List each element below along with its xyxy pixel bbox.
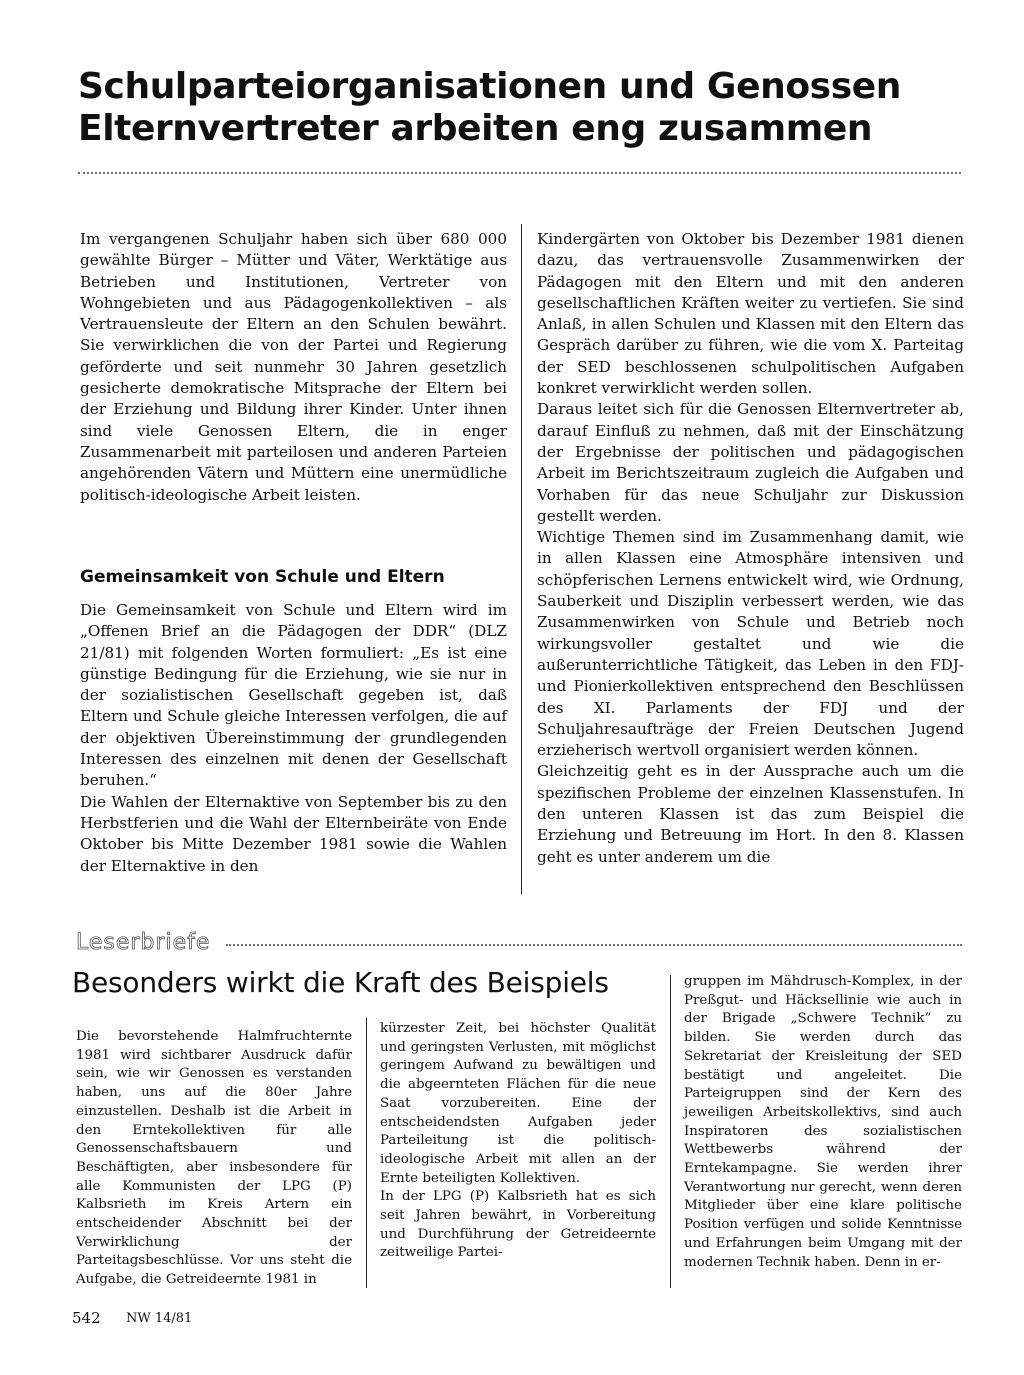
letter-paragraph-2: kürzester Zeit, bei höchster Qualität und geringsten Verlusten, mit möglichst geringem Aufwand zu bewältigen und die abgeernteten Flächen für die neue Saat vorzubereiten. Eine der entscheidendsten Aufgaben jeder Parteileitung ist die politisch-ideologische Arbeit mit allen an der Ernte beteiligten Kollektiven.: [380, 1021, 656, 1186]
letter-column-divider-1: [366, 1018, 367, 1288]
letter-column-2: [380, 1020, 656, 1263]
letter-column-1: [76, 1028, 352, 1290]
column-divider: [521, 224, 522, 894]
article-column-left-continued: [80, 600, 507, 877]
section-kicker: Leserbriefe: [76, 930, 211, 955]
headline-line-2: Elternvertreter arbeiten eng zusammen: [78, 108, 873, 149]
paragraph-intro: Im vergangenen Schuljahr haben sich über 680 000 gewählte Bürger – Mütter und Väter, Werktätige aus Betrieben und Institutionen, Vertreter von Wohngebieten und aus Pädagogenkollektiven – als Vertrauensleute der Eltern an den Schulen bewährt. Sie verwirklichen die von der Partei und Regierung geförderte und seit nunmehr 30 Jahren gesetzlich gesicherte demokratische Mitsprache der Eltern bei der Erziehung und Bildung ihrer Kinder. Unter ihnen sind viele Genossen Eltern, die in enger Zusammenarbeit mit parteilosen und anderen Parteien angehörenden Vätern und Müttern eine unermüdliche politisch-ideologische Arbeit leisten.: [80, 230, 507, 504]
page-number: 542: [72, 1309, 101, 1327]
paragraph-kindergarten: Kindergärten von Oktober bis Dezember 1981 dienen dazu, das vertrauensvolle Zusammenwirken der Pädagogen mit den Eltern und mit den anderen gesellschaftlichen Kräften weiter zu vertiefen. Sie sind Anlaß, in allen Schulen und Klassen mit den Eltern das Gespräch darüber zu führen, wie die vom X. Parteitag der SED beschlossenen schulpolitischen Aufgaben konkret verwirklicht werden sollen.: [537, 230, 964, 398]
letter-headline: Besonders wirkt die Kraft des Beispiels: [72, 966, 609, 999]
issue-reference: NW 14/81: [126, 1311, 193, 1326]
headline-divider: [78, 172, 961, 174]
article-column-right: [537, 229, 964, 868]
letter-paragraph-4: gruppen im Mähdrusch-Komplex, in der Preßgut- und Häcksellinie wie auch in der Brigade „Schwere Technik“ zu bilden. Sie werden durch das Sekretariat der Kreisleitung der SED bestätigt und angeleitet. Die Parteigruppen sind der Kern des jeweiligen Arbeitskollektivs, sind auch Inspiratoren des sozialistischen Wettbewerbs während der Erntekampagne. Sie werden ihrer Verantwortung nur gerecht, wenn deren Mitglieder über eine klare politische Position verfügen und solide Kenntnisse und Erfahrungen beim Umgang mit der modernen Technik haben. Denn in er-: [684, 974, 962, 1270]
paragraph-influence: Daraus leitet sich für die Genossen Elternvertreter ab, darauf Einfluß zu nehmen, daß mit der Einschätzung der Ergebnisse der politischen und pädagogischen Arbeit im Berichtszeitraum zugleich die Aufgaben und Vorhaben für das neue Schuljahr zur Diskussion gestellt werden.: [537, 400, 964, 525]
paragraph-topics: Wichtige Themen sind im Zusammenhang damit, wie in allen Klassen eine Atmosphäre intensiven und schöpferischen Lernens entwickelt wird, wie Ordnung, Sauberkeit und Disziplin verbessert werden, wie das Zusammenwirken von Schule und Betrieb noch wirkungsvoller gestaltet und wie die außerunterrichtliche Tätigkeit, das Leben in den FDJ- und Pionierkollektiven entsprechend den Beschlüssen des XI. Parlaments der FDJ und der Schuljahresaufträge der Freien Deutschen Jugend erzieherisch wertvoll organisiert werden können.: [537, 528, 964, 760]
section-subheading: Gemeinsamkeit von Schule und Eltern: [80, 567, 445, 587]
article-headline: [78, 66, 978, 150]
article-column-left: [80, 229, 507, 506]
letter-paragraph-3: In der LPG (P) Kalbsrieth hat es sich seit Jahren bewährt, in Vorbereitung und Durchführung der Getreideernte zeitweilige Partei-: [380, 1189, 656, 1261]
letter-column-divider-2: [670, 975, 671, 1288]
paragraph-elections: Die Wahlen der Elternaktive von September bis zu den Herbstferien und die Wahl der Elternbeiräte von Ende Oktober bis Mitte Dezember 1981 sowie die Wahlen der Elternaktive in den: [80, 792, 507, 875]
letter-paragraph-1: Die bevorstehende Halmfruchternte 1981 wird sichtbarer Ausdruck dafür sein, wie wir Genossen es verstanden haben, uns auf die 80er Jahre einzustellen. Deshalb ist die Arbeit in den Erntekollektiven für alle Genossenschaftsbauern und Beschäftigten, aber insbesondere für alle Kommunisten der LPG (P) Kalbsrieth im Kreis Artern ein entscheidender Abschnitt bei der Verwirklichung der Parteitagsbeschlüsse. Vor uns steht die Aufgabe, die Getreideernte 1981 in: [76, 1029, 352, 1288]
paragraph-quote: Die Gemeinsamkeit von Schule und Eltern wird im „Offenen Brief an die Pädagogen der DDR“ (DLZ 21/81) mit folgenden Worten formuliert: „Es ist eine günstige Bedingung für die Erziehung, wie sie nur in der sozialistischen Gesellschaft gegeben ist, daß Eltern und Schule gleiche Interessen verfolgen, die auf der objektiven Übereinstimmung der grundlegenden Interessen des einzelnen mit denen der Gesellschaft beruhen.“: [80, 601, 507, 790]
letter-column-3: [684, 973, 962, 1272]
headline-line-1: Schulparteiorganisationen und Genossen: [78, 66, 901, 107]
paragraph-class-levels: Gleichzeitig geht es in der Aussprache auch um die spezifischen Probleme der einzelnen Klassenstufen. In den unteren Klassen ist das zum Beispiel die Erziehung und Betreuung im Hort. In den 8. Klassen geht es unter anderem um die: [537, 762, 964, 866]
kicker-divider: [226, 944, 962, 946]
